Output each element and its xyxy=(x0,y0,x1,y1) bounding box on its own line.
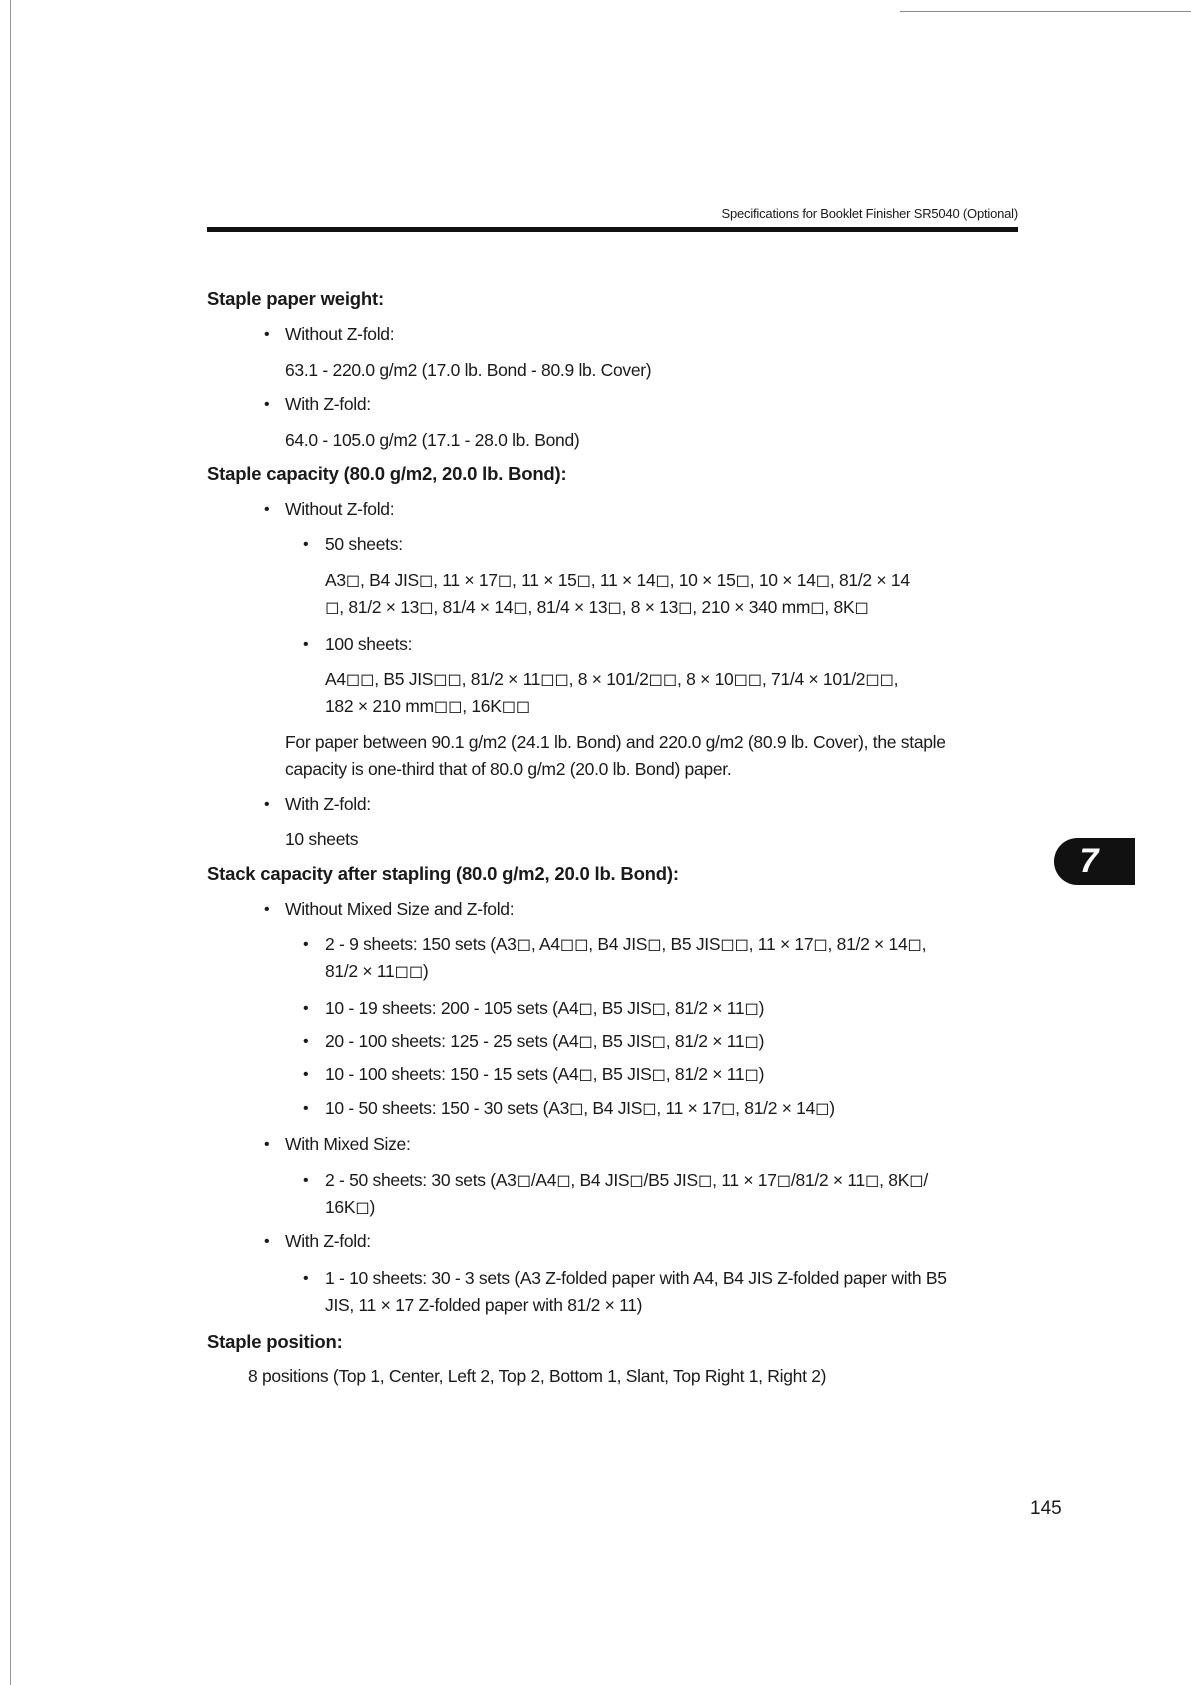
bullet: • xyxy=(303,1100,309,1117)
bullet: • xyxy=(303,536,309,553)
chapter-number: 7 xyxy=(1079,842,1099,880)
capacity-note-line1: For paper between 90.1 g/m2 (24.1 lb. Bond) and 220.0 g/m2 (80.9 lb. Cover), the staple xyxy=(285,732,946,752)
capacity-50-line1: A3◻, B4 JIS◻, 11 × 17◻, 11 × 15◻, 11 × 14◻, 10 × 15◻, 10 × 14◻, 81/2 × 14 xyxy=(325,570,910,590)
bullet: • xyxy=(264,326,270,343)
stack-mixed-item-line1: 2 - 50 sheets: 30 sets (A3◻/A4◻, B4 JIS◻/B5 JIS◻, 11 × 17◻/81/2 × 11◻, 8K◻/ xyxy=(325,1170,928,1190)
heading-staple-paper-weight: Staple paper weight: xyxy=(207,288,384,309)
stack-item-4: 10 - 100 sheets: 150 - 15 sets (A4◻, B5 JIS◻, 81/2 × 11◻) xyxy=(325,1064,765,1084)
capacity-50-line2: ◻, 81/2 × 13◻, 81/4 × 14◻, 81/4 × 13◻, 8 × 13◻, 210 × 340 mm◻, 8K◻ xyxy=(325,597,869,617)
page-edge-left xyxy=(10,0,11,1685)
running-title: Specifications for Booklet Finisher SR5040 (Optional) xyxy=(721,206,1018,221)
stack-zfold-item-line2: JIS, 11 × 17 Z-folded paper with 81/2 × 11) xyxy=(325,1295,643,1315)
bullet: • xyxy=(264,1136,270,1153)
heading-staple-capacity: Staple capacity (80.0 g/m2, 20.0 lb. Bond): xyxy=(207,463,567,484)
header-rule xyxy=(207,227,1018,232)
bullet: • xyxy=(264,796,270,813)
stack-item-3: 20 - 100 sheets: 125 - 25 sets (A4◻, B5 JIS◻, 81/2 × 11◻) xyxy=(325,1031,765,1051)
bullet: • xyxy=(303,1270,309,1287)
bullet: • xyxy=(303,936,309,953)
stack-mixed-item-line2: 16K◻) xyxy=(325,1197,375,1217)
bullet: • xyxy=(303,1000,309,1017)
capacity-100-line1: A4◻◻, B5 JIS◻◻, 81/2 × 11◻◻, 8 × 101/2◻◻, 8 × 10◻◻, 71/4 × 101/2◻◻, xyxy=(325,669,899,689)
stack-item-1-line1: 2 - 9 sheets: 150 sets (A3◻, A4◻◻, B4 JIS◻, B5 JIS◻◻, 11 × 17◻, 81/2 × 14◻, xyxy=(325,934,927,954)
capacity-note-line2: capacity is one-third that of 80.0 g/m2 (20.0 lb. Bond) paper. xyxy=(285,759,732,779)
capacity-with-value: 10 sheets xyxy=(285,829,359,849)
weight-without-value: 63.1 - 220.0 g/m2 (17.0 lb. Bond - 80.9 lb. Cover) xyxy=(285,360,652,380)
bullet: • xyxy=(303,1033,309,1050)
capacity-100-label: 100 sheets: xyxy=(325,634,413,654)
weight-with-value: 64.0 - 105.0 g/m2 (17.1 - 28.0 lb. Bond) xyxy=(285,430,580,450)
bullet: • xyxy=(303,636,309,653)
page-number: 145 xyxy=(1030,1498,1062,1519)
stack-item-1-line2: 81/2 × 11◻◻) xyxy=(325,961,429,981)
stack-item-5: 10 - 50 sheets: 150 - 30 sets (A3◻, B4 JIS◻, 11 × 17◻, 81/2 × 14◻) xyxy=(325,1098,835,1118)
weight-without-label: Without Z-fold: xyxy=(285,324,395,344)
stack-zfold-item-line1: 1 - 10 sheets: 30 - 3 sets (A3 Z-folded paper with A4, B4 JIS Z-folded paper with B5 xyxy=(325,1268,947,1288)
stack-with-zfold-label: With Z-fold: xyxy=(285,1231,371,1251)
bullet: • xyxy=(264,501,270,518)
staple-position-value: 8 positions (Top 1, Center, Left 2, Top 2, Bottom 1, Slant, Top Right 1, Right 2) xyxy=(248,1366,827,1386)
capacity-100-line2: 182 × 210 mm◻◻, 16K◻◻ xyxy=(325,696,531,716)
bullet: • xyxy=(264,901,270,918)
weight-with-label: With Z-fold: xyxy=(285,394,371,414)
stack-without-mixed-label: Without Mixed Size and Z-fold: xyxy=(285,899,515,919)
bullet: • xyxy=(303,1066,309,1083)
heading-stack-capacity: Stack capacity after stapling (80.0 g/m2, 20.0 lb. Bond): xyxy=(207,863,679,884)
bullet: • xyxy=(303,1172,309,1189)
capacity-with-label: With Z-fold: xyxy=(285,794,371,814)
page-edge-top xyxy=(900,11,1191,12)
capacity-without-label: Without Z-fold: xyxy=(285,499,395,519)
bullet: • xyxy=(264,1233,270,1250)
heading-staple-position: Staple position: xyxy=(207,1331,343,1352)
stack-item-2: 10 - 19 sheets: 200 - 105 sets (A4◻, B5 JIS◻, 81/2 × 11◻) xyxy=(325,998,765,1018)
bullet: • xyxy=(264,396,270,413)
stack-with-mixed-label: With Mixed Size: xyxy=(285,1134,411,1154)
capacity-50-label: 50 sheets: xyxy=(325,534,403,554)
chapter-tab xyxy=(1054,838,1135,885)
